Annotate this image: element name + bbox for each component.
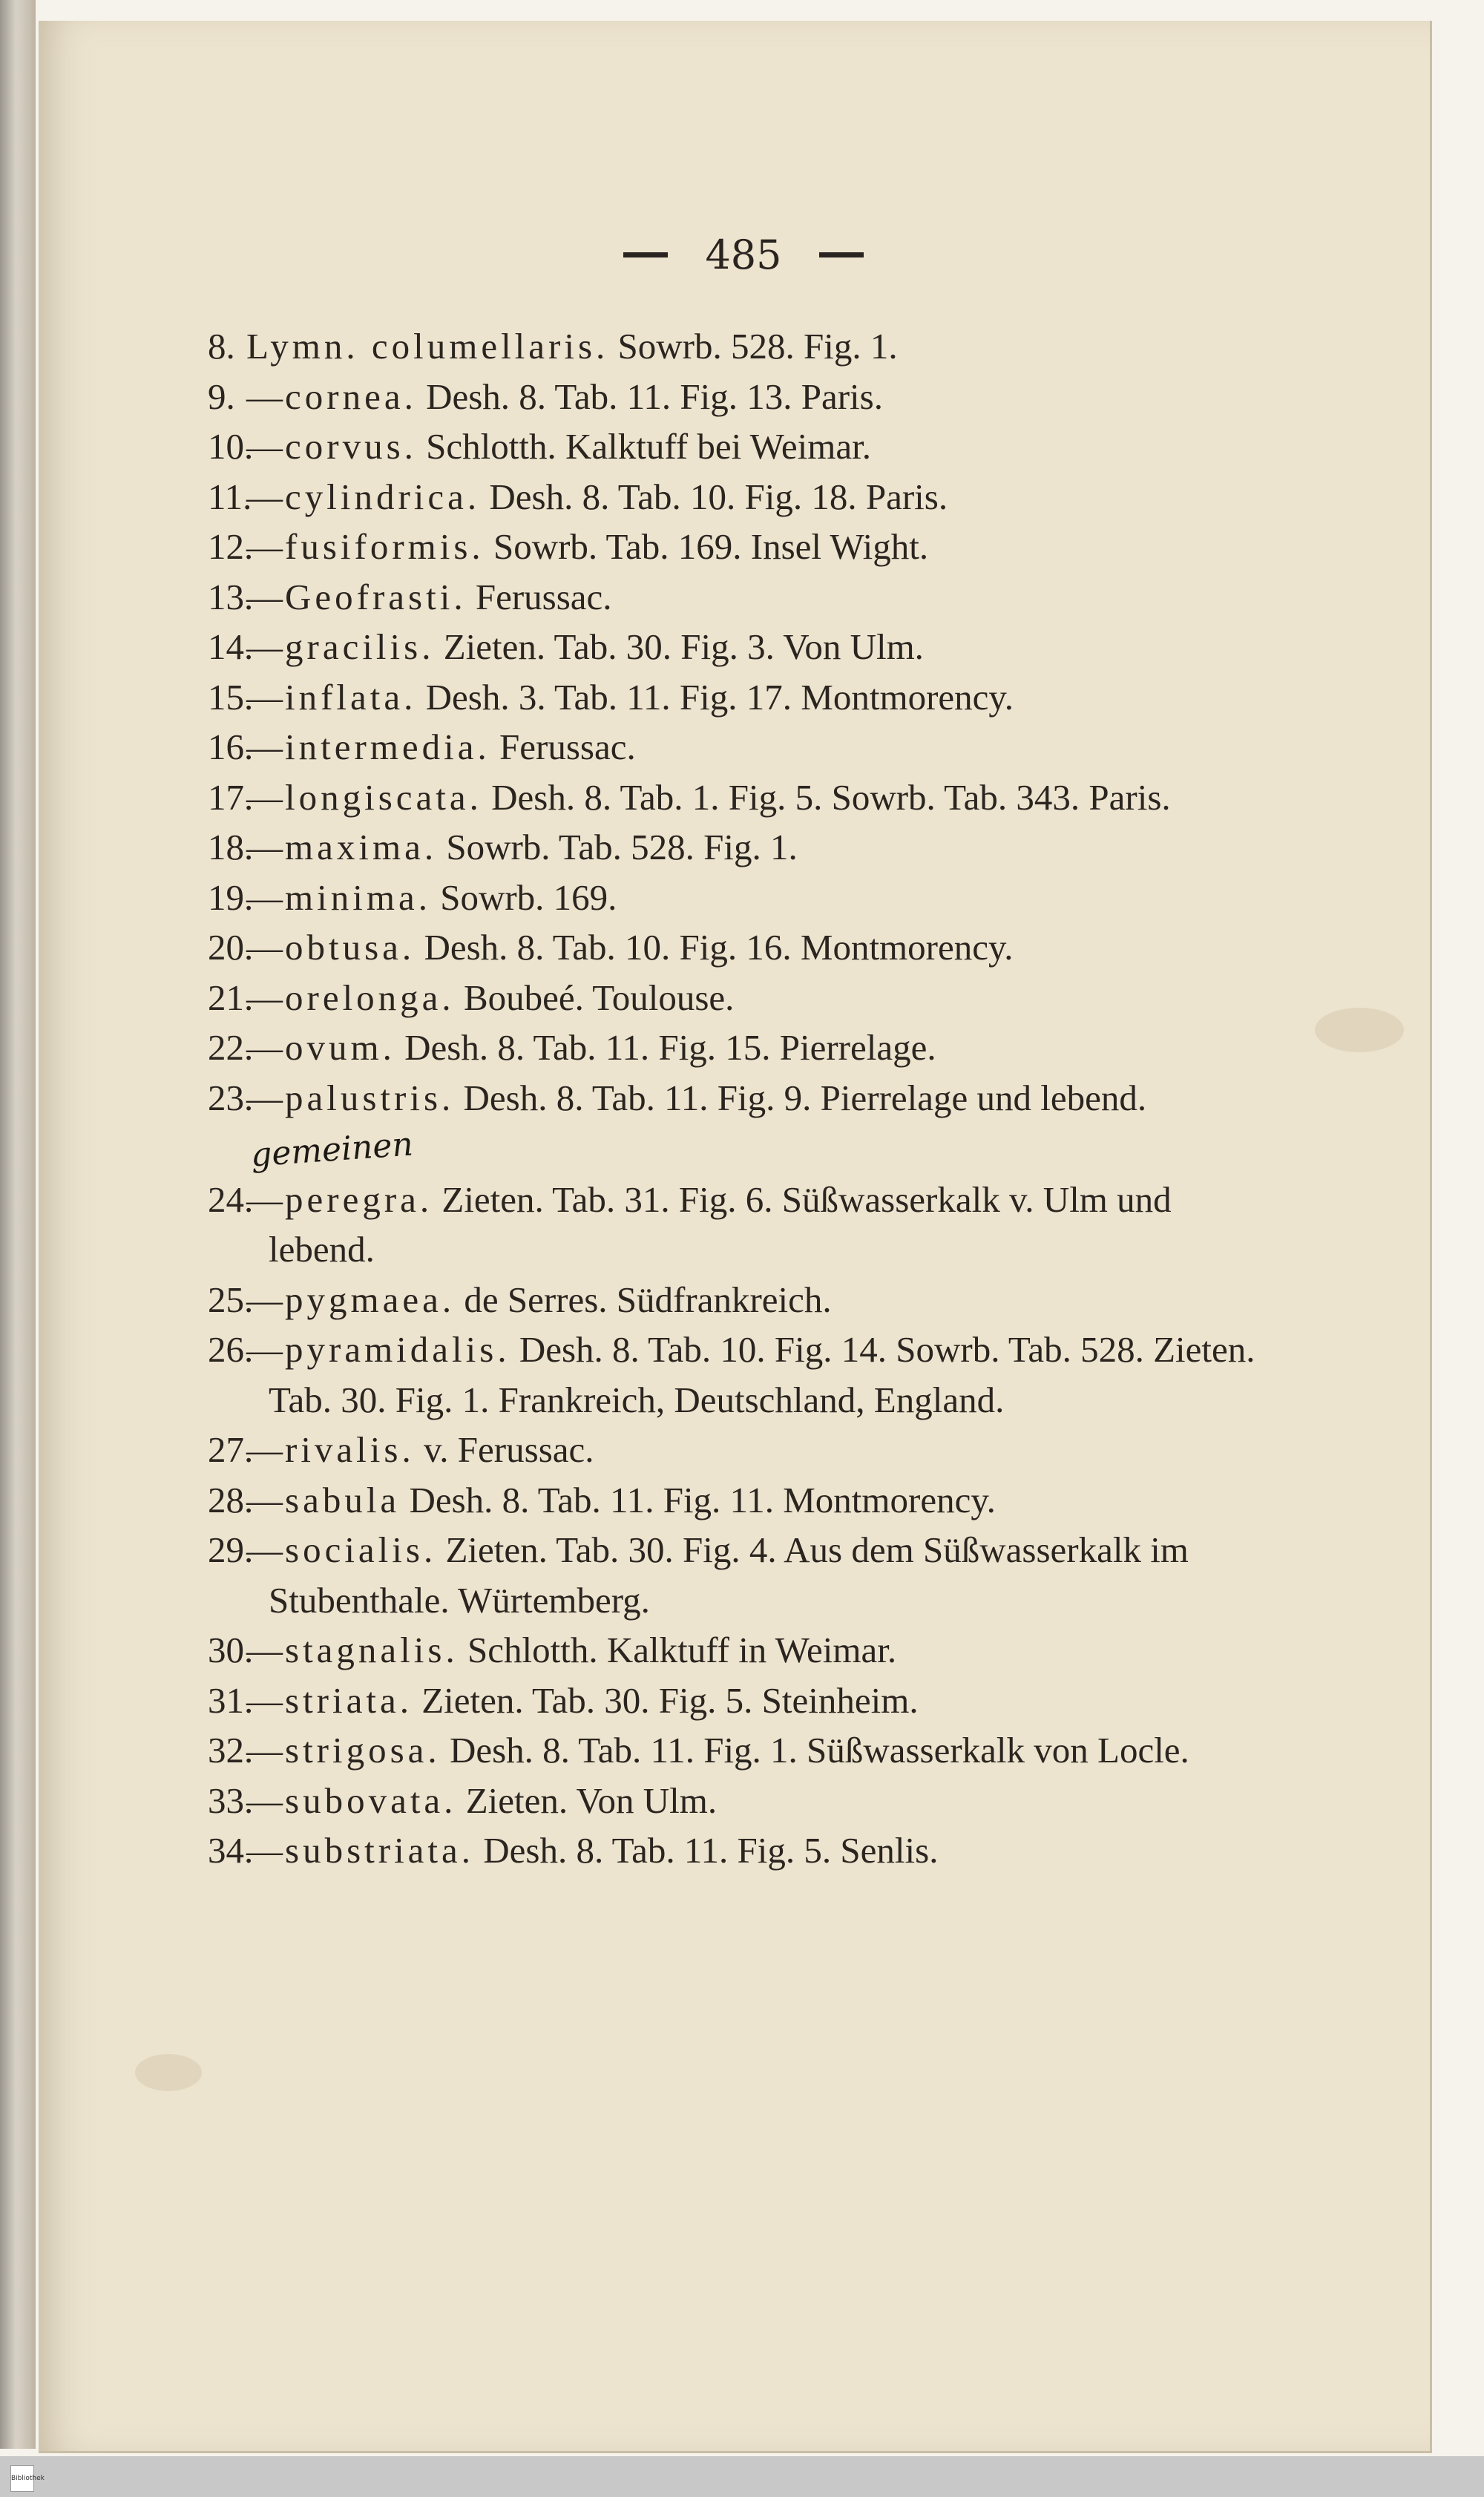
species-name: maxima. xyxy=(285,827,438,867)
list-item xyxy=(39,421,1430,472)
entry-reference: Sowrb. Tab. 528. Fig. 1. xyxy=(437,827,798,867)
species-name: subovata. xyxy=(285,1779,457,1821)
list-item xyxy=(39,1475,1430,1526)
species-name: obtusa. xyxy=(285,927,416,968)
species-name: longiscata. xyxy=(285,776,482,818)
ditto-dash: — xyxy=(246,476,283,517)
entry-reference: Sowrb. 528. Fig. 1. xyxy=(608,326,898,367)
book-page xyxy=(39,21,1432,2453)
entry-number: 19. xyxy=(208,876,254,918)
ditto-dash: — xyxy=(246,676,283,718)
ditto-dash: — xyxy=(246,526,283,567)
species-name: fusiformis. xyxy=(285,526,485,567)
entry-reference: Zieten. Tab. 30. Fig. 3. Von Ulm. xyxy=(434,626,924,667)
ditto-dash: — xyxy=(246,626,283,667)
list-item xyxy=(39,1825,1430,1876)
entry-reference: Zieten. Tab. 30. Fig. 5. Steinheim. xyxy=(412,1679,919,1721)
handwritten-note: gemeinen xyxy=(249,1125,415,1175)
species-name: pygmaea. xyxy=(285,1279,456,1320)
entry-reference: Desh. 8. Tab. 11. Fig. 9. Pierrelage und lebend. xyxy=(454,1077,1147,1118)
species-name: cornea. xyxy=(285,375,417,417)
entry-number: 21. xyxy=(208,977,254,1018)
list-item xyxy=(39,1325,1430,1425)
scanner-footer-band xyxy=(0,2456,1484,2497)
entry-reference: Zieten. Von Ulm. xyxy=(456,1779,718,1821)
entry-number: 33. xyxy=(208,1779,254,1821)
entry-number: 12. xyxy=(208,526,254,567)
entry-reference: Desh. 8. Tab. 10. Fig. 18. Paris. xyxy=(480,476,948,517)
ditto-dash: — xyxy=(246,1479,283,1520)
species-name: inflata. xyxy=(285,676,417,718)
ditto-dash: — xyxy=(246,1027,283,1068)
ditto-dash: — xyxy=(246,1730,283,1771)
entry-reference: Desh. 3. Tab. 11. Fig. 17. Montmorency. xyxy=(416,676,1014,718)
list-item xyxy=(39,722,1430,772)
list-item xyxy=(39,622,1430,672)
entry-reference: Desh. 8. Tab. 11. Fig. 1. Süßwasserkalk von Locle. xyxy=(440,1730,1189,1771)
entry-number: 34. xyxy=(208,1830,254,1871)
header-dash-left xyxy=(623,252,668,257)
list-item xyxy=(39,973,1430,1023)
list-item xyxy=(39,472,1430,522)
species-name: strigosa. xyxy=(285,1730,441,1771)
species-name: peregra. xyxy=(285,1178,433,1220)
species-name: socialis. xyxy=(285,1529,437,1570)
ditto-dash: — xyxy=(246,1779,283,1821)
species-name: intermedia. xyxy=(285,726,490,767)
entry-number: 20. xyxy=(208,927,254,968)
entry-number: 9. xyxy=(208,375,235,417)
list-item xyxy=(39,522,1430,572)
entry-number: 29. xyxy=(208,1529,254,1570)
list-item xyxy=(39,1425,1430,1475)
species-name: corvus. xyxy=(285,426,417,467)
entry-number: 15. xyxy=(208,676,254,718)
page-header xyxy=(603,229,884,280)
entry-reference: Desh. 8. Tab. 10. Fig. 14. Sowrb. Tab. 528. Zieten. Tab. 30. Fig. 1. Frankreich, Deutschland, England. xyxy=(269,1329,1255,1420)
ditto-dash: — xyxy=(246,576,283,617)
list-item xyxy=(39,822,1430,873)
ditto-dash: — xyxy=(246,726,283,767)
ditto-dash: — xyxy=(246,876,283,918)
list-item xyxy=(39,1023,1430,1073)
entry-number: 22. xyxy=(208,1027,254,1068)
species-name: gracilis. xyxy=(285,626,435,667)
entry-reference: Schlotth. Kalktuff in Weimar. xyxy=(458,1630,897,1670)
list-item xyxy=(39,672,1430,723)
species-list xyxy=(39,321,1430,1876)
page-number: 485 xyxy=(705,231,782,278)
entry-number: 23. xyxy=(208,1077,254,1118)
list-item xyxy=(39,1175,1430,1275)
book-binding xyxy=(0,0,36,2449)
entry-number: 8. xyxy=(208,326,235,367)
species-name: substriata. xyxy=(285,1830,475,1871)
header-dash-right xyxy=(819,252,864,257)
entry-reference: Sowrb. Tab. 169. Insel Wight. xyxy=(484,526,929,567)
ditto-dash: — xyxy=(246,927,283,968)
entry-number: 25. xyxy=(208,1279,254,1320)
species-name: Geofrasti. xyxy=(285,576,467,617)
entry-reference: Sowrb. 169. xyxy=(430,876,617,918)
list-item xyxy=(39,1725,1430,1776)
entry-number: 16. xyxy=(208,726,254,767)
entry-number: 28. xyxy=(208,1479,254,1520)
entry-reference: Zieten. Tab. 31. Fig. 6. Süßwasserkalk v. Ulm und lebend. xyxy=(269,1178,1172,1270)
entry-number: 24. xyxy=(208,1178,254,1220)
ditto-dash: — xyxy=(246,1178,283,1220)
list-item xyxy=(39,1525,1430,1625)
entry-number: 27. xyxy=(208,1429,254,1470)
list-item xyxy=(39,873,1430,923)
ditto-dash: — xyxy=(246,1329,283,1370)
ditto-dash: — xyxy=(246,776,283,818)
entry-reference: Desh. 8. Tab. 11. Fig. 5. Senlis. xyxy=(474,1830,939,1871)
list-item xyxy=(39,1625,1430,1676)
entry-reference: Desh. 8. Tab. 1. Fig. 5. Sowrb. Tab. 343. Paris. xyxy=(482,776,1171,818)
list-item xyxy=(39,1776,1430,1826)
ditto-dash: — xyxy=(246,977,283,1018)
entry-reference: Ferussac. xyxy=(466,576,612,617)
entry-number: 13. xyxy=(208,576,254,617)
entry-number: 17. xyxy=(208,776,254,818)
ditto-dash: — xyxy=(246,1529,283,1570)
entry-number: 18. xyxy=(208,827,254,867)
list-item xyxy=(39,1676,1430,1726)
entry-reference: Desh. 8. Tab. 11. Fig. 15. Pierrelage. xyxy=(395,1027,936,1068)
list-item xyxy=(39,321,1430,372)
ditto-dash: — xyxy=(246,1077,283,1118)
entry-reference: Ferussac. xyxy=(490,726,636,767)
list-item xyxy=(39,572,1430,623)
species-name: orelonga. xyxy=(285,977,455,1018)
ditto-dash: — xyxy=(246,1679,283,1721)
ditto-dash: — xyxy=(246,827,283,867)
library-logo: Bibliothek xyxy=(10,2465,34,2492)
entry-number: 31. xyxy=(208,1679,254,1721)
list-item xyxy=(39,772,1430,823)
species-name: striata. xyxy=(285,1679,413,1721)
species-name: minima. xyxy=(285,876,431,918)
list-item xyxy=(39,1275,1430,1325)
entry-number: 14. xyxy=(208,626,254,667)
species-name: ovum. xyxy=(285,1027,395,1068)
ditto-dash: — xyxy=(246,1630,283,1670)
paper-stain xyxy=(135,2054,202,2091)
species-name: Lymn. columellaris. xyxy=(246,326,609,367)
entry-number: 26. xyxy=(208,1329,254,1370)
ditto-dash: — xyxy=(246,1429,283,1470)
species-name: pyramidalis. xyxy=(285,1329,510,1370)
species-name: rivalis. xyxy=(285,1429,415,1470)
species-name: palustris. xyxy=(285,1077,455,1118)
entry-reference: v. Ferussac. xyxy=(414,1429,594,1470)
ditto-dash: — xyxy=(246,375,283,417)
entry-reference: Boubeé. Toulouse. xyxy=(454,977,735,1018)
list-item xyxy=(39,372,1430,422)
ditto-dash: — xyxy=(246,426,283,467)
entry-reference: Desh. 8. Tab. 10. Fig. 16. Montmorency. xyxy=(415,927,1014,968)
entry-number: 10. xyxy=(208,426,254,467)
entry-reference: Desh. 8. Tab. 11. Fig. 13. Paris. xyxy=(416,375,883,417)
entry-number: 32. xyxy=(208,1730,254,1771)
species-name: sabula xyxy=(285,1479,401,1520)
ditto-dash: — xyxy=(246,1279,283,1320)
entry-reference: de Serres. Südfrankreich. xyxy=(455,1279,832,1320)
entry-reference: Desh. 8. Tab. 11. Fig. 11. Montmorency. xyxy=(400,1479,996,1520)
list-item xyxy=(39,922,1430,973)
species-name: cylindrica. xyxy=(285,476,481,517)
entry-reference: Schlotth. Kalktuff bei Weimar. xyxy=(416,426,871,467)
entry-reference: Zieten. Tab. 30. Fig. 4. Aus dem Süßwasserkalk im Stubenthale. Würtemberg. xyxy=(269,1529,1189,1621)
entry-number: 30. xyxy=(208,1630,254,1670)
ditto-dash: — xyxy=(246,1830,283,1871)
entry-number: 11. xyxy=(208,476,252,517)
species-name: stagnalis. xyxy=(285,1630,459,1670)
list-item xyxy=(39,1073,1430,1175)
